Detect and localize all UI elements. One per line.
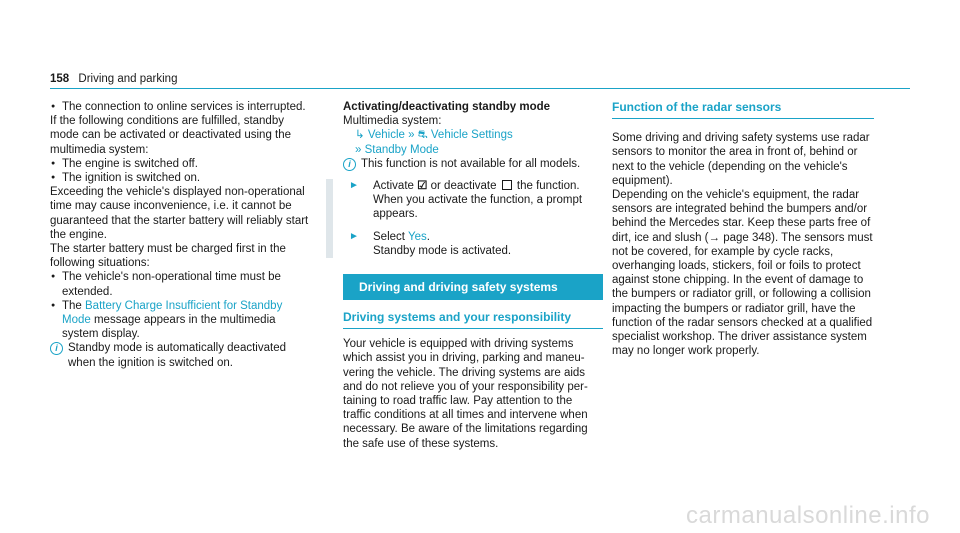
page-header bbox=[50, 72, 177, 86]
chapter-title: Driving and parking bbox=[78, 73, 178, 85]
subheading: Function of the radar sensors bbox=[612, 100, 874, 119]
step-2 bbox=[343, 230, 603, 258]
header-rule bbox=[50, 88, 910, 89]
info-icon: i bbox=[343, 158, 356, 171]
steps bbox=[326, 179, 603, 258]
column-1 bbox=[50, 100, 310, 370]
text: or deactivate bbox=[430, 180, 497, 193]
list-item: ● The ignition is switched on. bbox=[50, 171, 310, 185]
checkbox-checked-icon: ☑ bbox=[417, 180, 428, 193]
chevron-right-icon: » bbox=[355, 143, 362, 156]
menu-path bbox=[343, 128, 603, 142]
step-1 bbox=[343, 179, 603, 222]
note-text: This function is not available for all models. bbox=[361, 157, 581, 170]
page-number: 158 bbox=[50, 73, 70, 85]
menu-vehicle-settings: Vehicle Settings bbox=[430, 129, 513, 142]
list-item: ● The engine is switched off. bbox=[50, 157, 310, 171]
info-note bbox=[343, 157, 603, 171]
text: The bbox=[62, 299, 86, 312]
info-icon: i bbox=[50, 342, 63, 355]
step-arrow-icon: ► bbox=[349, 180, 359, 192]
paragraph: Your vehicle is equipped with driving systems which assist you in driving, parking and maneuvering the vehicle. The driving systems are aids and do not relieve you of your responsibility pertaining to road traffic law. Pay attention to the traffic conditions at all times and intervene when necessary. Be aware of the limitations regarding the safe use of these systems. bbox=[343, 338, 588, 450]
menu-standby-mode: Standby Mode bbox=[364, 143, 439, 156]
return-arrow-icon: ↳ bbox=[355, 129, 365, 142]
paragraph: Some driving and driving safety systems use radar sensors to monitor the area in front of, behind or next to the vehicle (depending on the vehicle's equipment). bbox=[612, 132, 870, 187]
text: Activate bbox=[373, 180, 414, 193]
text: Standby mode is activated. bbox=[373, 244, 512, 257]
list-item: ● The vehicle's non-operational time must be extended. bbox=[50, 270, 310, 298]
column-2 bbox=[343, 100, 603, 451]
menu-vehicle: Vehicle bbox=[367, 129, 405, 142]
text: the function. bbox=[516, 180, 580, 193]
list-item bbox=[50, 299, 310, 342]
text: Select bbox=[373, 230, 408, 243]
chevron-right-icon: » bbox=[408, 129, 415, 142]
paragraph: Exceeding the vehicle's displayed non-operational time may cause inconvenience, i.e. it cannot be guaranteed that the starter battery will reliably start the engine. bbox=[50, 186, 309, 241]
paragraph: Depending on the vehicle's equipment, the radar sensors are integrated behind the bumpers and/or behind the Mercedes star. Keep these parts free of dirt, ice and slush (→ page 348). The sensors must not be covered, for example by cycle racks, overhanging loads, stickers, foil or foils to protect against stone chipping. In the event of damage to the bumpers or radiator grill, or following a collision impacting the bumpers or radiator grill, have the function of the radar sensors checked at a qualified specialist workshop. The driver assistance system may no longer work properly. bbox=[612, 189, 873, 358]
note-text: Standby mode is automatically deactivated when the ignition is switched on. bbox=[68, 342, 286, 369]
checkbox-empty-icon bbox=[502, 180, 512, 190]
paragraph: If the following conditions are fulfilled, standby mode can be activated or deactivated using the multimedia system: bbox=[50, 115, 292, 156]
menu-path bbox=[343, 143, 603, 157]
text: When you activate the function, a prompt appears. bbox=[373, 194, 583, 221]
car-icon: ⛐ bbox=[417, 129, 428, 142]
text: . bbox=[426, 230, 430, 243]
watermark: carmanualsonline.info bbox=[686, 501, 930, 529]
paragraph: The starter battery must be charged first in the following situations: bbox=[50, 243, 286, 270]
display-message: Battery Charge Insufficient for Standby Mode bbox=[62, 299, 283, 327]
list-item: ● The connection to online services is interrupted. bbox=[50, 100, 310, 114]
step-arrow-icon: ► bbox=[349, 230, 359, 242]
section-bar: Driving and driving safety systems bbox=[343, 274, 603, 300]
section-heading: Activating/deactivating standby mode bbox=[343, 101, 551, 113]
subheading: Driving systems and your responsibility bbox=[343, 310, 603, 329]
text: message appears in the multimedia system display. bbox=[62, 314, 276, 341]
info-note bbox=[50, 341, 310, 369]
column-3 bbox=[612, 100, 874, 358]
option-yes: Yes bbox=[407, 230, 427, 243]
multimedia-label: Multimedia system: bbox=[343, 115, 442, 128]
